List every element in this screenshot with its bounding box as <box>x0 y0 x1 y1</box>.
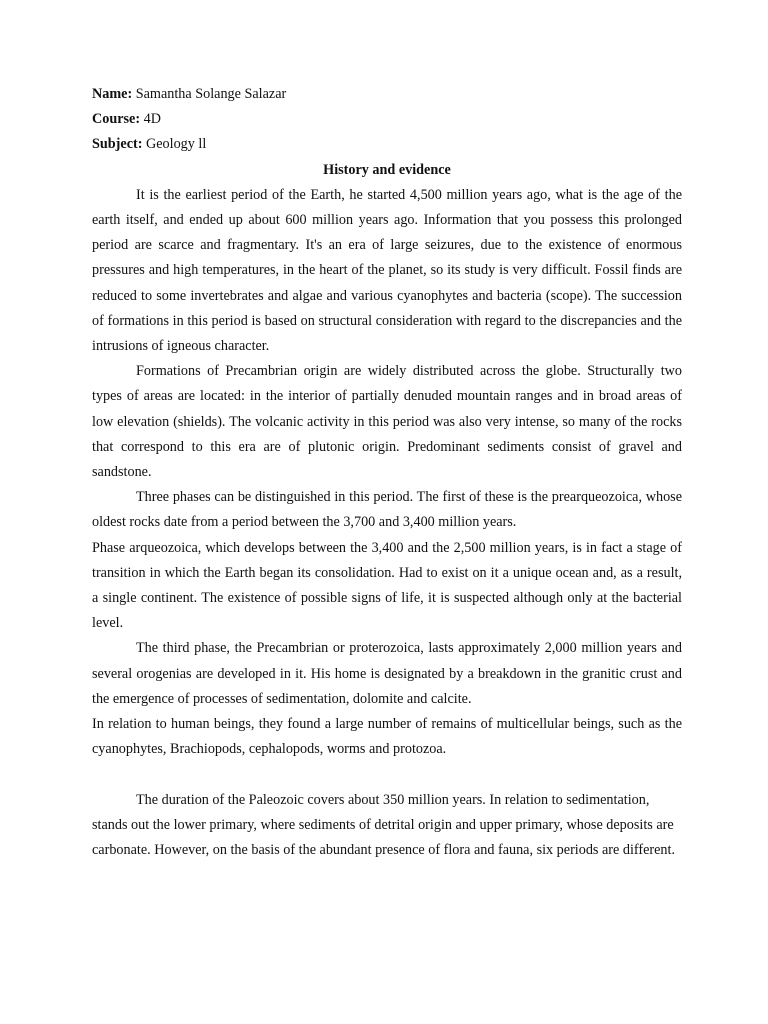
name-value: Samantha Solange Salazar <box>132 86 287 102</box>
paragraph-4: Phase arqueozoica, which develops between the 3,400 and the 2,500 million years, is in fact a stage of transition in which the Earth began its consolidation. Had to exist on it a unique ocean and, as a result, a single continent. The existence of possible signs of life, it is suspected although only at the bacterial level. <box>92 539 682 632</box>
paragraph-3: Three phases can be distinguished in this period. The first of these is the prearqueozoica, whose oldest rocks date from a period between the 3,700 and 3,400 million years. <box>92 489 682 531</box>
paragraph-7: The duration of the Paleozoic covers about 350 million years. In relation to sedimentation, stands out the lower primary, where sediments of detrital origin and upper primary, whose deposits are carbonate. However, on the basis of the abundant presence of flora and fauna, six periods are different. <box>92 791 675 859</box>
paragraph-5: The third phase, the Precambrian or proterozoica, lasts approximately 2,000 million years and several orogenias are developed in it. His home is designated by a breakdown in the granitic crust and the emergence of processes of sedimentation, dolomite and calcite. <box>92 640 682 707</box>
name-label: Name: <box>92 86 133 102</box>
course-value: 4D <box>140 111 161 128</box>
subject-line <box>92 132 682 157</box>
subject-label: Subject: <box>92 136 143 153</box>
paragraph-spacer <box>92 762 682 787</box>
paragraph-2: Formations of Precambrian origin are widely distributed across the globe. Structurally two types of areas are located: in the interior of partially denuded mountain ranges and in broad areas of low elevation (shields). The volcanic activity in this period was also very intense, so many of the rocks that correspond to this era are of plutonic origin. Predominant sediments consist of gravel and sandstone. <box>92 363 682 481</box>
course-label: Course: <box>92 111 141 128</box>
paragraph-1: It is the earliest period of the Earth, he started 4,500 million years ago, what is the age of the earth itself, and ended up about 600 million years ago. Information that you possess this prolonged period are scarce and fragmentary. It's an era of large seizures, due to the existence of enormous pressures and high temperatures, in the heart of the planet, so its study is very difficult. Fossil finds are reduced to some invertebrates and algae and various cyanophytes and bacteria (scope). The succession of formations in this period is based on structural consideration with regard to the discrepancies and the intrusions of igneous character. <box>92 186 682 355</box>
paragraph-6: In relation to human beings, they found a large number of remains of multicellular beings, such as the cyanophytes, Brachiopods, cephalopods, worms and protozoa. <box>92 716 682 758</box>
section-title: History and evidence <box>323 161 451 178</box>
subject-value: Geology ll <box>142 136 207 153</box>
course-line <box>92 107 682 132</box>
document-page <box>92 82 682 863</box>
name-line <box>92 82 682 107</box>
